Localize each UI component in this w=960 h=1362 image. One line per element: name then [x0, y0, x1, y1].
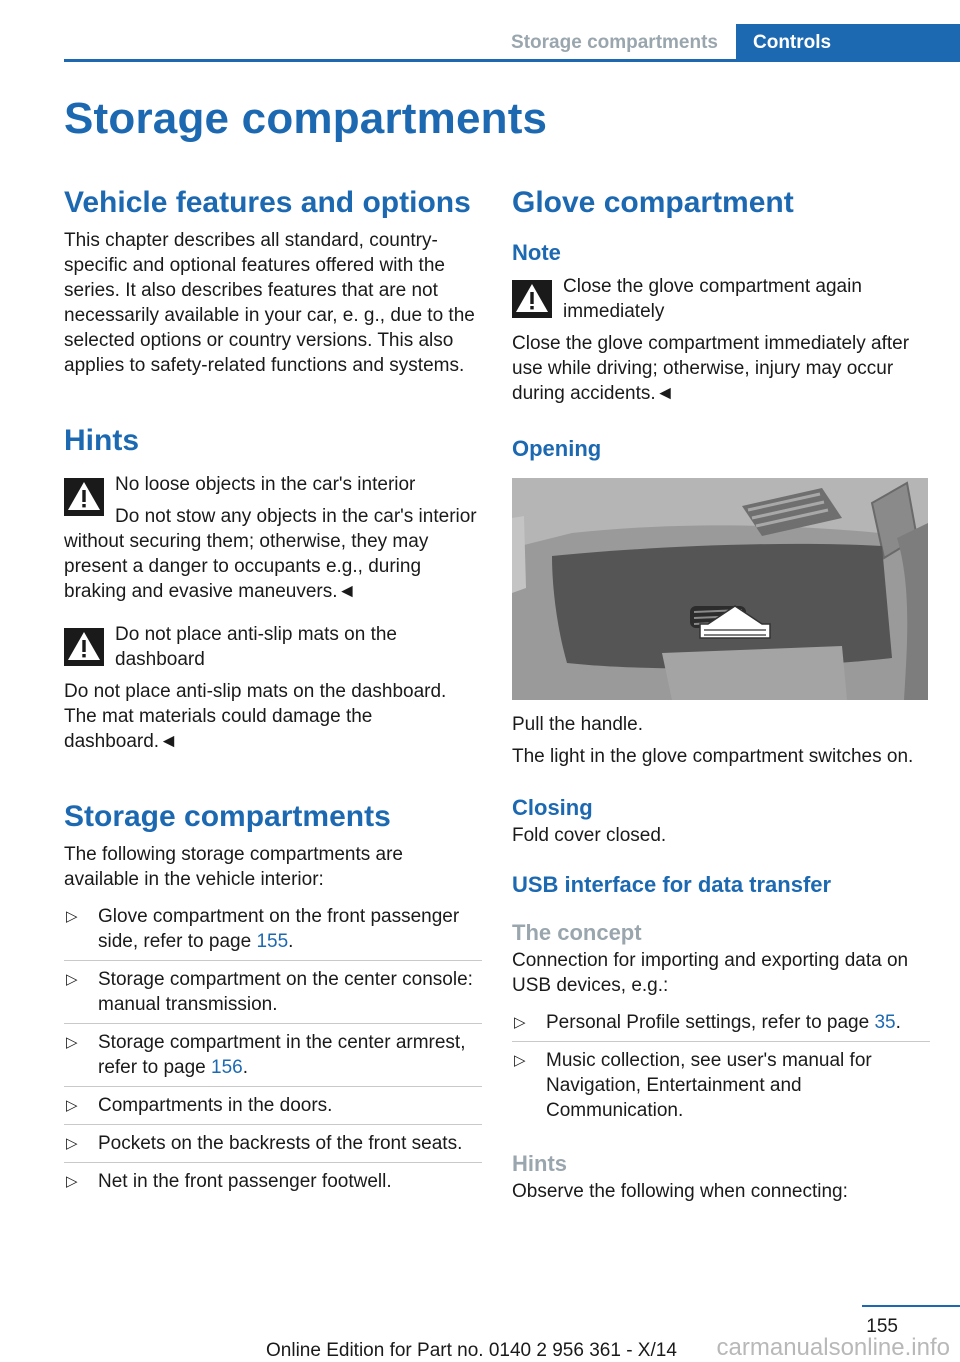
warning-loose-objects: [64, 472, 482, 497]
warning-triangle-icon: [64, 628, 104, 666]
opening-heading: Opening: [512, 436, 602, 461]
hints-heading: Hints: [64, 424, 139, 457]
triangle-right-icon: ▷: [66, 1135, 78, 1152]
concept-heading: The concept: [512, 920, 642, 945]
usb-hints-heading: Hints: [512, 1151, 567, 1176]
header-chapter-tab: Controls: [736, 24, 960, 62]
triangle-right-icon: ▷: [66, 1034, 78, 1051]
triangle-right-icon: ▷: [514, 1014, 526, 1031]
warning-anti-slip-mats-title: Do not place anti-slip mats on the dashboard: [115, 624, 397, 670]
list-item: ▷ Net in the front passenger footwell.: [64, 1162, 482, 1200]
warning-loose-objects-text: Do not stow any objects in the car's interior without securing them; otherwise, they may present a danger to occupants e.g., during braking and evasive maneuvers.◄: [64, 506, 477, 602]
warning-close-glove-title: Close the glove compartment again immediately: [563, 276, 862, 322]
warning-close-glove-text: Close the glove compartment immediately after use while driving; otherwise, injury may occur during accidents.◄: [512, 333, 910, 404]
list-item: ▷ Music collection, see user's manual for Navigation, Entertainment and Communication.: [512, 1041, 930, 1129]
page-link[interactable]: 155: [256, 931, 289, 952]
warning-anti-slip-mats-text: Do not place anti-slip mats on the dashboard. The mat materials could damage the dashboard.◄: [64, 681, 447, 752]
footer-rule: [862, 1305, 960, 1307]
storage-compartments-list: [64, 898, 482, 1200]
warning-anti-slip-mats: [64, 622, 482, 672]
page-header: [0, 0, 960, 62]
vehicle-features-text: This chapter describes all standard, country-specific and optional features offered with the series. It also describes features that are not necessarily available in your car, e. g., due to the selected options or country versions. This also applies to safety-related functions and systems.: [64, 230, 475, 376]
concept-text: Connection for importing and exporting data on USB devices, e.g.:: [512, 950, 909, 996]
usb-heading: USB interface for data transfer: [512, 872, 832, 897]
list-item: ▷ Storage compartment in the center armrest, refer to page 156.: [64, 1023, 482, 1086]
glove-compartment-photo: [512, 478, 928, 700]
triangle-right-icon: ▷: [66, 1173, 78, 1190]
triangle-right-icon: ▷: [66, 1097, 78, 1114]
warning-loose-objects-title: No loose objects in the car's interior: [115, 474, 416, 495]
vehicle-features-heading: Vehicle features and options: [64, 186, 471, 219]
page-number: 155: [866, 1316, 898, 1337]
header-rule: [64, 59, 960, 62]
list-item: ▷ Personal Profile settings, refer to page 35.: [514, 1012, 901, 1033]
list-item: ▷ Pockets on the backrests of the front seats.: [64, 1124, 482, 1162]
left-column: [64, 180, 482, 1200]
page-link[interactable]: 35: [874, 1012, 896, 1033]
watermark-text: carmanualsonline.info: [716, 1334, 950, 1361]
triangle-right-icon: ▷: [66, 971, 78, 988]
list-item: ▷ Glove compartment on the front passenger side, refer to page 155.: [66, 906, 460, 952]
opening-step-light: The light in the glove compartment switches on.: [512, 746, 914, 767]
storage-compartments-intro: The following storage compartments are available in the vehicle interior:: [64, 844, 403, 890]
glove-compartment-heading: Glove compartment: [512, 186, 794, 219]
warning-triangle-icon: [64, 478, 104, 516]
header-section-title: Storage compartments: [511, 32, 718, 53]
storage-compartments-heading: Storage compartments: [64, 800, 391, 833]
note-heading: Note: [512, 240, 561, 265]
warning-close-glove: [512, 274, 930, 324]
usb-hints-text: Observe the following when connecting:: [512, 1181, 848, 1202]
page-link[interactable]: 156: [211, 1057, 243, 1078]
triangle-right-icon: ▷: [66, 908, 78, 925]
page-title: Storage compartments: [64, 94, 548, 143]
closing-heading: Closing: [512, 795, 593, 820]
triangle-right-icon: ▷: [514, 1052, 526, 1069]
warning-triangle-icon: [512, 280, 552, 318]
right-column: [512, 180, 930, 1204]
closing-text: Fold cover closed.: [512, 825, 667, 846]
usb-list: [512, 1004, 930, 1129]
list-item: ▷ Storage compartment on the center console: manual transmission.: [64, 960, 482, 1023]
opening-step-pull: Pull the handle.: [512, 714, 643, 735]
list-item: ▷ Compartments in the doors.: [64, 1086, 482, 1124]
edition-text: Online Edition for Part no. 0140 2 956 361 - X/14: [266, 1340, 677, 1361]
